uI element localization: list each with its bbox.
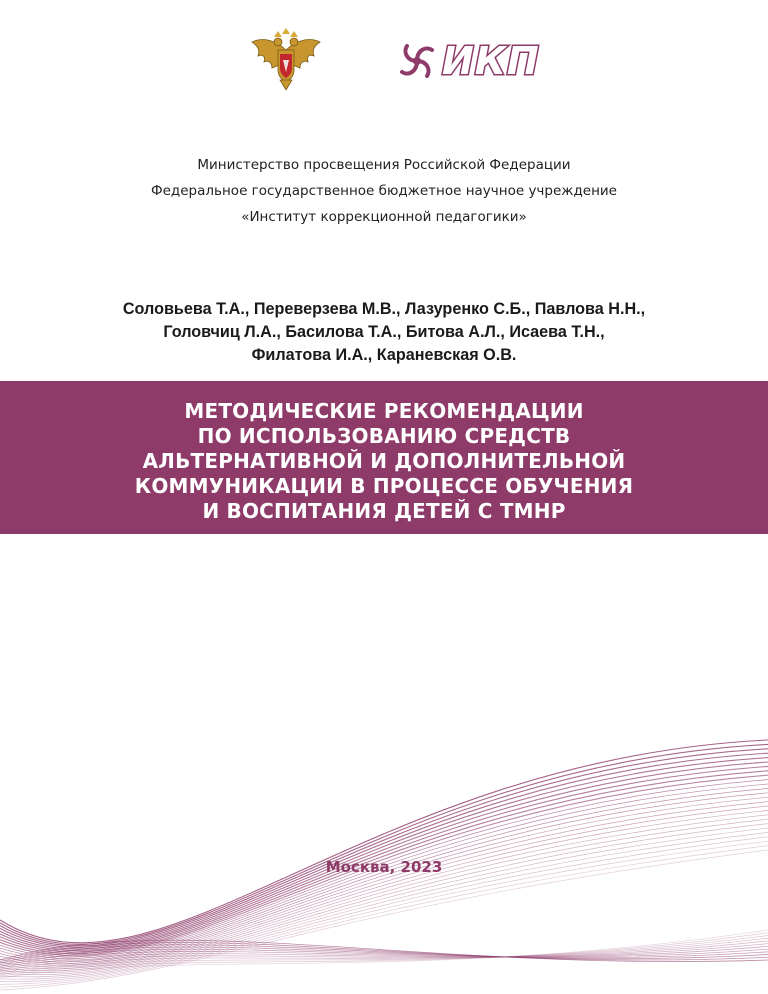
- swirl-icon: [396, 40, 438, 82]
- title-band: [0, 381, 768, 534]
- authors-line: Головчиц Л.А., Басилова Т.А., Битова А.Л., Исаева Т.Н.,: [163, 323, 605, 341]
- institute-logo: [396, 40, 568, 82]
- institution-block: [0, 152, 768, 230]
- authors-block: [0, 298, 768, 367]
- institute-logo-text: ИКП: [442, 39, 540, 83]
- title-line: АЛЬТЕРНАТИВНОЙ И ДОПОЛНИТЕЛЬНОЙ: [142, 449, 626, 473]
- institution-name: «Институт коррекционной педагогики»: [241, 209, 527, 225]
- title-line: МЕТОДИЧЕСКИЕ РЕКОМЕНДАЦИИ: [184, 399, 584, 423]
- wave-line: [0, 753, 768, 947]
- wave-line: [0, 793, 768, 962]
- ministry-name: Министерство просвещения Российской Федерации: [197, 157, 571, 173]
- authors-line: Соловьева Т.А., Переверзева М.В., Лазуренко С.Б., Павлова Н.Н.,: [122, 300, 646, 318]
- wave-line: [0, 749, 768, 946]
- document-title: [0, 399, 768, 524]
- institution-type: Федеральное государственное бюджетное научное учреждение: [150, 183, 617, 199]
- authors-line: Филатова И.А., Караневская О.В.: [251, 346, 517, 364]
- city-year: Москва, 2023: [325, 858, 443, 876]
- eagle-emblem-icon: [248, 28, 324, 90]
- wave-line: [0, 744, 768, 944]
- title-line: КОММУНИКАЦИИ В ПРОЦЕССЕ ОБУЧЕНИЯ: [134, 474, 634, 498]
- decorative-waves: [0, 720, 768, 994]
- wave-line: [0, 797, 768, 963]
- title-line: ПО ИСПОЛЬЗОВАНИЮ СРЕДСТВ: [197, 424, 571, 448]
- title-line: И ВОСПИТАНИЯ ДЕТЕЙ С ТМНР: [202, 499, 566, 523]
